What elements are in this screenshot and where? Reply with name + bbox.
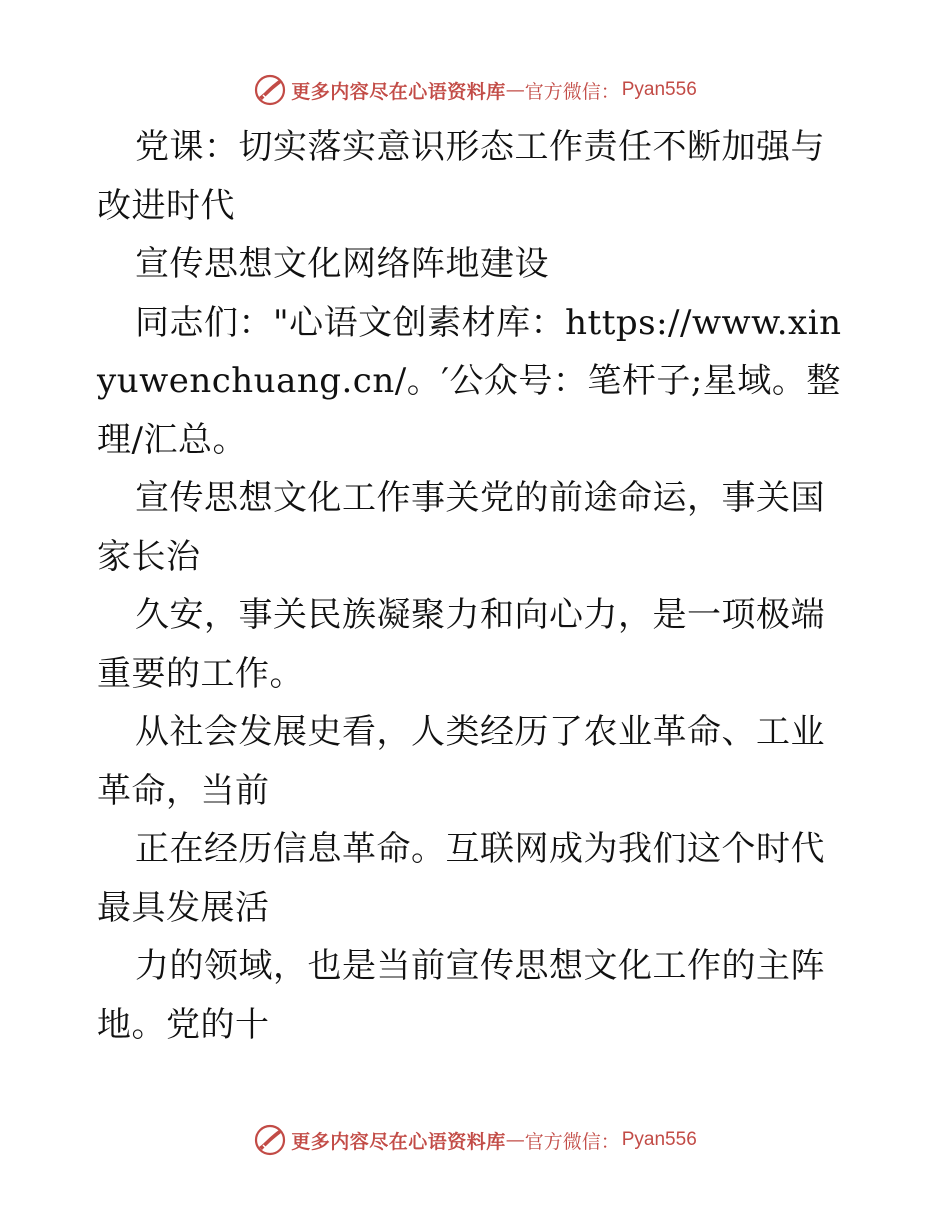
- paragraph-body: 力的领域，也是当前宣传思想文化工作的主阵地。党的十: [97, 946, 825, 1045]
- pen-logo-icon: [253, 1123, 287, 1157]
- paragraph-body: 正在经历信息革命。互联网成为我们这个时代最具发展活: [97, 829, 825, 928]
- header-banner: [0, 70, 950, 110]
- paragraph-body: 从社会发展史看，人类经历了农业革命、工业革命，当前: [97, 712, 825, 811]
- header-banner-wechat-label: 官方微信：: [524, 80, 620, 103]
- header-banner-wechat-id: Pyan556: [621, 79, 697, 100]
- footer-banner-wechat-id: Pyan556: [621, 1129, 697, 1150]
- footer-banner-title: 更多内容尽在心语资料库: [291, 1130, 506, 1153]
- header-banner-title: 更多内容尽在心语资料库: [291, 80, 506, 103]
- paragraph-body: 久安，事关民族凝聚力和向心力，是一项极端重要的工作。: [97, 595, 825, 694]
- header-banner-dash: —: [505, 79, 525, 101]
- document-body: [97, 118, 857, 1054]
- paragraph-body: 宣传思想文化工作事关党的前途命运，事关国家长治: [97, 478, 825, 577]
- footer-banner: [0, 1120, 950, 1160]
- paragraph-title: 党课：切实落实意识形态工作责任不断加强与改进时代: [97, 127, 825, 226]
- footer-banner-dash: —: [505, 1129, 525, 1151]
- pen-logo-icon: [253, 73, 287, 107]
- paragraph-subtitle: 宣传思想文化网络阵地建设: [135, 244, 549, 284]
- footer-banner-wechat-label: 官方微信：: [524, 1130, 620, 1153]
- paragraph-greeting: 同志们："心语文创素材库：https://www.xinyuwenchuang.cn/。′公众号：笔杆子;星域。整理/汇总。: [97, 302, 842, 460]
